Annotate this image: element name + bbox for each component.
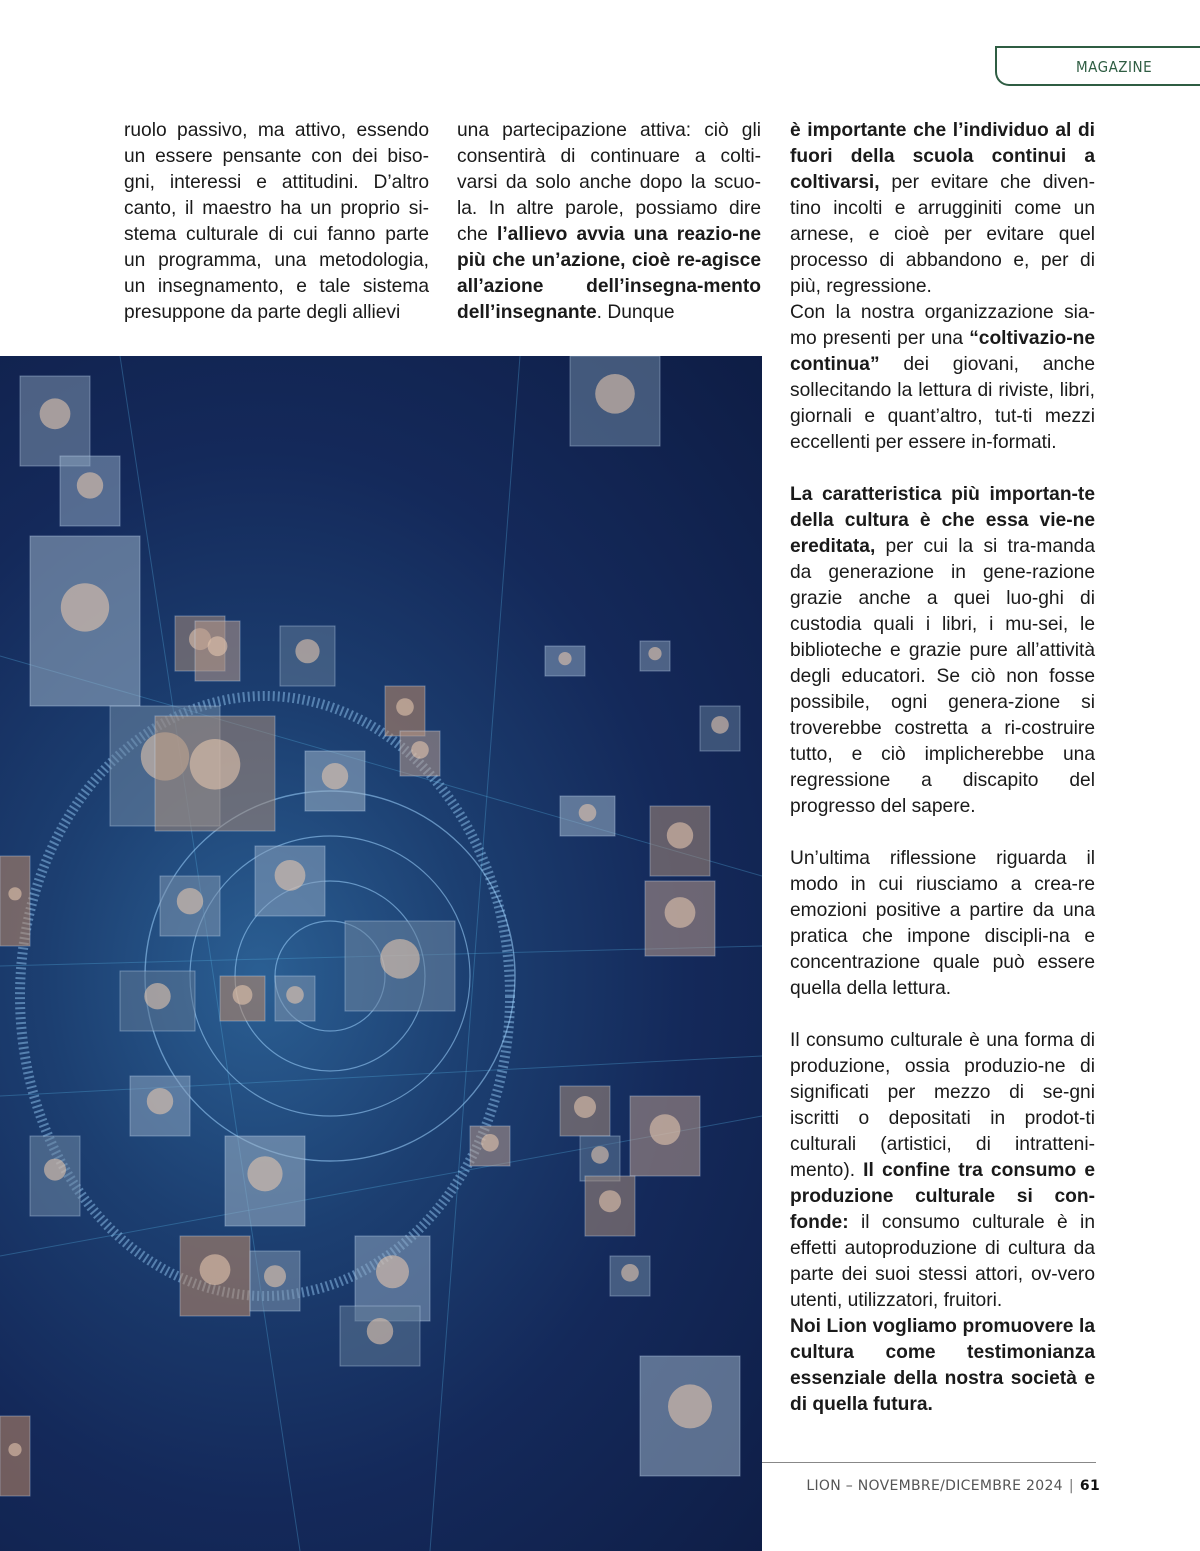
portrait-face [190, 739, 241, 790]
portrait-face [481, 1134, 499, 1152]
portrait-face [61, 583, 109, 631]
paragraph: Un’ultima riflessione riguarda il modo in cui riusciamo a crea-re emozioni positive a partire da una pratica che impone discipli-na e concentrazione quale può essere quella della lettura. [790, 848, 1095, 999]
portrait-face [208, 636, 228, 656]
portrait-face [591, 1146, 609, 1164]
portrait-face [648, 647, 661, 660]
paragraph: ruolo passivo, ma attivo, essendo un essere pensante con dei biso-gni, interessi e attitudini. D’altro canto, il maestro ha un proprio si-stema culturale di cui fanno parte un programma, una metodologia, un insegnamento, e tale sistema presuppone da parte degli allievi [124, 120, 429, 323]
page-number: 61 [1079, 1478, 1100, 1494]
footer-separator: | [1068, 1478, 1074, 1494]
portrait-face [579, 804, 597, 822]
portrait-face [233, 985, 253, 1005]
portrait-face [275, 860, 306, 891]
portrait-face [247, 1156, 282, 1191]
portrait-face [396, 698, 414, 716]
portrait-face [8, 1443, 21, 1456]
portrait-face [376, 1255, 409, 1288]
portrait-tile [0, 856, 30, 946]
portrait-face [322, 763, 348, 789]
portrait-face [595, 374, 635, 414]
portrait-face [286, 986, 304, 1004]
article-column-3 [790, 118, 1095, 1418]
section-label: MAGAZINE [1076, 58, 1153, 76]
section-tab-rule [995, 46, 1200, 48]
portrait-face [599, 1190, 621, 1212]
portrait-face [295, 639, 319, 663]
portrait-face [200, 1254, 231, 1285]
paragraph: Con la nostra organizzazione sia-mo presenti per una “coltivazio-ne continua” dei giovani, anche sollecitando la lettura di riviste, libri, giornali e quant’altro, tut-ti mezzi eccellenti per essere in-formati. [790, 302, 1095, 453]
portrait-face [650, 1114, 681, 1145]
paragraph: è importante che l’individuo al di fuori della scuola continui a coltivarsi, per evitare che diven-tino incolti e arrugginiti come un arnese, e cioè per evitare quel processo di abbandono e, per di più, regressione. [790, 120, 1095, 297]
footer-rule [762, 1462, 1096, 1463]
portrait-face [144, 983, 170, 1009]
portrait-face [8, 887, 21, 900]
article-column-1 [124, 118, 429, 326]
portrait-face [264, 1265, 286, 1287]
portrait-face [147, 1088, 173, 1114]
portrait-face [367, 1318, 393, 1344]
global-network-photo [0, 356, 762, 1551]
portrait-face [667, 822, 693, 848]
paragraph: Il consumo culturale è una forma di produzione, ossia produzio-ne di significati per mezzo di se-gni iscritti o depositati in prodot-ti culturali (artistici, di intratteni-mento). Il confine tra consumo e produzione culturale si con-fonde: il consumo culturale è in effetti autoproduzione di cultura da parte dei suoi stessi attori, ov-vero utenti, utilizzatori, fruitori. [790, 1030, 1095, 1311]
paragraph: una partecipazione attiva: ciò gli consentirà di continuare a colti-varsi da solo anche dopo la scuo-la. In altre parole, possiamo dire che l’allievo avvia una reazio-ne più che un’azione, cioè re-agisce all’azione dell’insegna-mento dell’insegnante. Dunque [457, 120, 761, 323]
portrait-face [380, 939, 420, 979]
portrait-face [621, 1264, 639, 1282]
portrait-face [40, 398, 71, 429]
network-globe-illustration [0, 356, 762, 1551]
article-column-2 [457, 118, 761, 326]
paragraph: La caratteristica più importan-te della cultura è che essa vie-ne ereditata, per cui la si tra-manda da generazione in gene-razione grazie anche a quei luo-ghi di custodia quali i libri, i mu-sei, le biblioteche e grazie pure all’attività degli educatori. Se ciò non fosse possibile, ogni genera-zione si troverebbe costretta a ri-costruire tutto, e ciò implicherebbe una regressione a discapito del progresso del sapere. [790, 484, 1095, 817]
portrait-face [411, 741, 429, 759]
portrait-face [558, 652, 571, 665]
portrait-face [44, 1159, 66, 1181]
portrait-face [711, 716, 729, 734]
publication-info: LION – NOVEMBRE/DICEMBRE 2024 [806, 1478, 1063, 1494]
closing-statement: Noi Lion vogliamo promuovere la cultura come testimonianza essenziale della nostra società e di quella futura. [790, 1316, 1095, 1415]
portrait-face [77, 472, 103, 498]
portrait-face [665, 897, 696, 928]
portrait-face [574, 1096, 596, 1118]
portrait-face [177, 888, 203, 914]
portrait-face [668, 1384, 712, 1428]
page-footer [806, 1478, 1100, 1494]
